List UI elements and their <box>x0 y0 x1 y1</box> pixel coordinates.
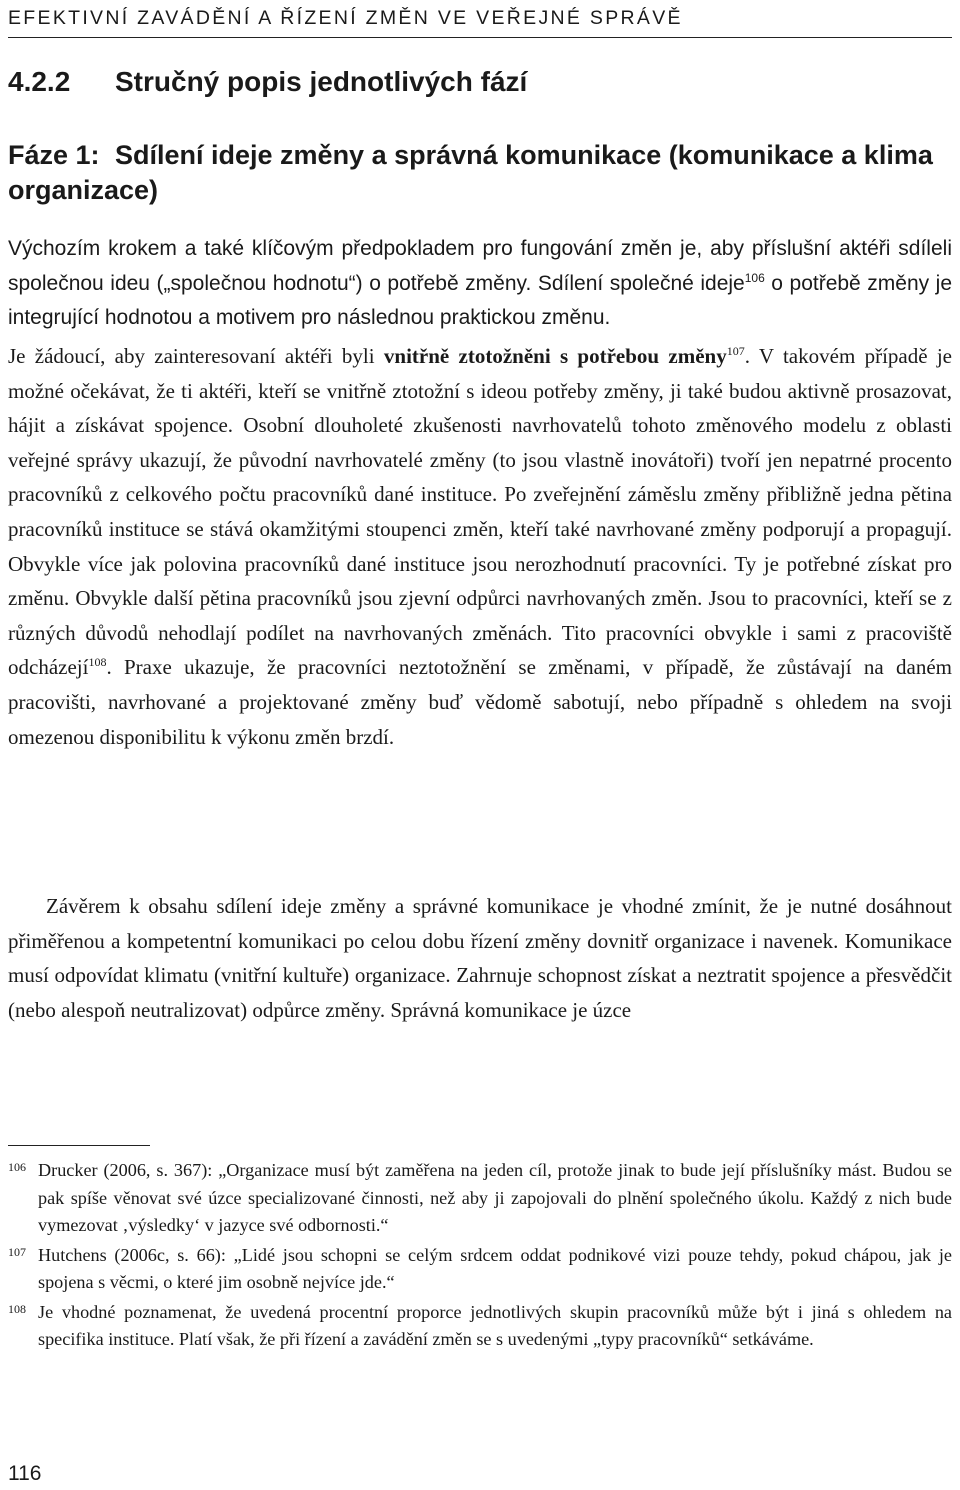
footnote-text: Drucker (2006, s. 367): „Organizace musí být zaměřena na jeden cíl, protože jinak to bude její příslušníky mást. Budou se pak spíše věnovat své úzce specializované činnosti, než aby ji zapojovali do plnění společného úkolu. Každý z nich bude vymezovat ‚výsledky‘ v jazyce své odbornosti.“ <box>38 1160 952 1235</box>
footnote-text: Hutchens (2006c, s. 66): „Lidé jsou schopni se celým srdcem oddat podnikové vizi pouze tehdy, pokud chápou, jak je spojena s věcmi, o které jim osobně nejvíce jde.“ <box>38 1244 952 1292</box>
footnote-mark: 107 <box>8 1244 26 1259</box>
footnote-107 <box>8 1242 952 1297</box>
phase-title: Sdílení ideje změny a správná komunikace (komunikace a klima organizace) <box>8 140 933 205</box>
running-header: EFEKTIVNÍ ZAVÁDĚNÍ A ŘÍZENÍ ZMĚN VE VEŘEJNÉ SPRÁVĚ <box>8 7 683 29</box>
body1-bold-phrase: vnitřně ztotožněni s potřebou změny <box>383 344 727 368</box>
footnote-106 <box>8 1157 952 1240</box>
body-paragraph-2: Závěrem k obsahu sdílení ideje změny a správné komunikace je vhodné zmínit, že je nutné dosáhnout přiměřenou a kompetentní komunikaci po celou dobu řízení změny dovnitř organizace i navenek. Komunikace musí odpovídat klimatu (vnitřní kultuře) organizace. Zahrnuje schopnost získat a neztratit spojence a přesvědčit (nebo alespoň neutralizovat) odpůrce změny. Správná komunikace je úzce <box>8 894 952 1022</box>
page-number: 116 <box>8 1462 42 1485</box>
footnote-108 <box>8 1299 952 1354</box>
intro-paragraph <box>8 232 952 336</box>
footnote-ref-108: 108 <box>88 655 107 670</box>
footnote-text: Je vhodné poznamenat, že uvedená procentní proporce jednotlivých skupin pracovníků může být i jiná s ohledem na specifika instituce. Platí však, že při řízení a zavádění změn se s uvedenými „typy pracovníků“ setkáváme. <box>38 1301 952 1349</box>
body1-text-1: Je žádoucí, aby zainteresovaní aktéři byli <box>8 344 384 368</box>
body1-text-3: . Praxe ukazuje, že pracovníci neztotožnění se změnami, v případě, že zůstávají na daném pracovišti, navrhované a projektované změny buď vědomě sabotují, nebo případně s ohledem na svoji omezenou disponibilitu k výkonu změn brzdí. <box>8 655 952 749</box>
header-rule <box>8 37 952 38</box>
intro-text-2: o potřebě změny je integrující hodnotou a motivem pro následnou praktickou změnu. <box>8 271 953 330</box>
footnotes <box>8 1157 952 1354</box>
section-number: 4.2.2 <box>8 66 71 97</box>
section-title: Stručný popis jednotlivých fází <box>115 66 528 97</box>
footnote-mark: 106 <box>8 1160 26 1174</box>
phase-heading <box>8 138 952 208</box>
intro-text-1: Výchozím krokem a také klíčovým předpokladem pro fungování změn je, aby příslušní aktéři sdíleli společnou ideu („společnou hodnotu“) o potřebě změny. Sdílení společné ideje <box>8 237 952 295</box>
footnote-ref-106: 106 <box>744 270 765 285</box>
body-paragraph-1 <box>8 339 952 754</box>
phase-label: Fáze 1: <box>8 140 100 170</box>
body1-text-2: . V takovém případě je možné očekávat, že ti aktéři, kteří se vnitřně ztotožní s ideou potřeby změny, ji také budou aktivně prosazovat, hájit a získávat spojence. Osobní dlouholeté zkušenosti navrhovatelů tohoto změnového modelu z oblasti veřejné správy ukazují, že původní navrhovatelé změny (to jsou vlastně inovátoři) tvoří jen nepatrné procento pracovníků z celkového počtu pracovníků dané instituce. Po zveřejnění záměslu změny přibližně jedna pětina pracovníků instituce se stává okamžitými stoupenci změn, kteří také navrhované změny podporují a propagují. Obvykle více jak polovina pracovníků dané instituce jsou nerozhodnutí pracovníci. Ty je potřebné získat pro změnu. Obvykle další pětina pracovníků jsou zjevní odpůrci navrhovaných změn. Jsou to pracovníci, kteří se z různých důvodů nehodlají podílet na navrhovaných změnách. Tito pracovníci obvykle i sami z pracoviště odcházejí <box>8 344 952 680</box>
footnote-ref-107: 107 <box>726 344 745 358</box>
section-heading <box>8 66 527 98</box>
footnote-rule <box>8 1145 150 1146</box>
footnote-mark: 108 <box>8 1301 26 1316</box>
